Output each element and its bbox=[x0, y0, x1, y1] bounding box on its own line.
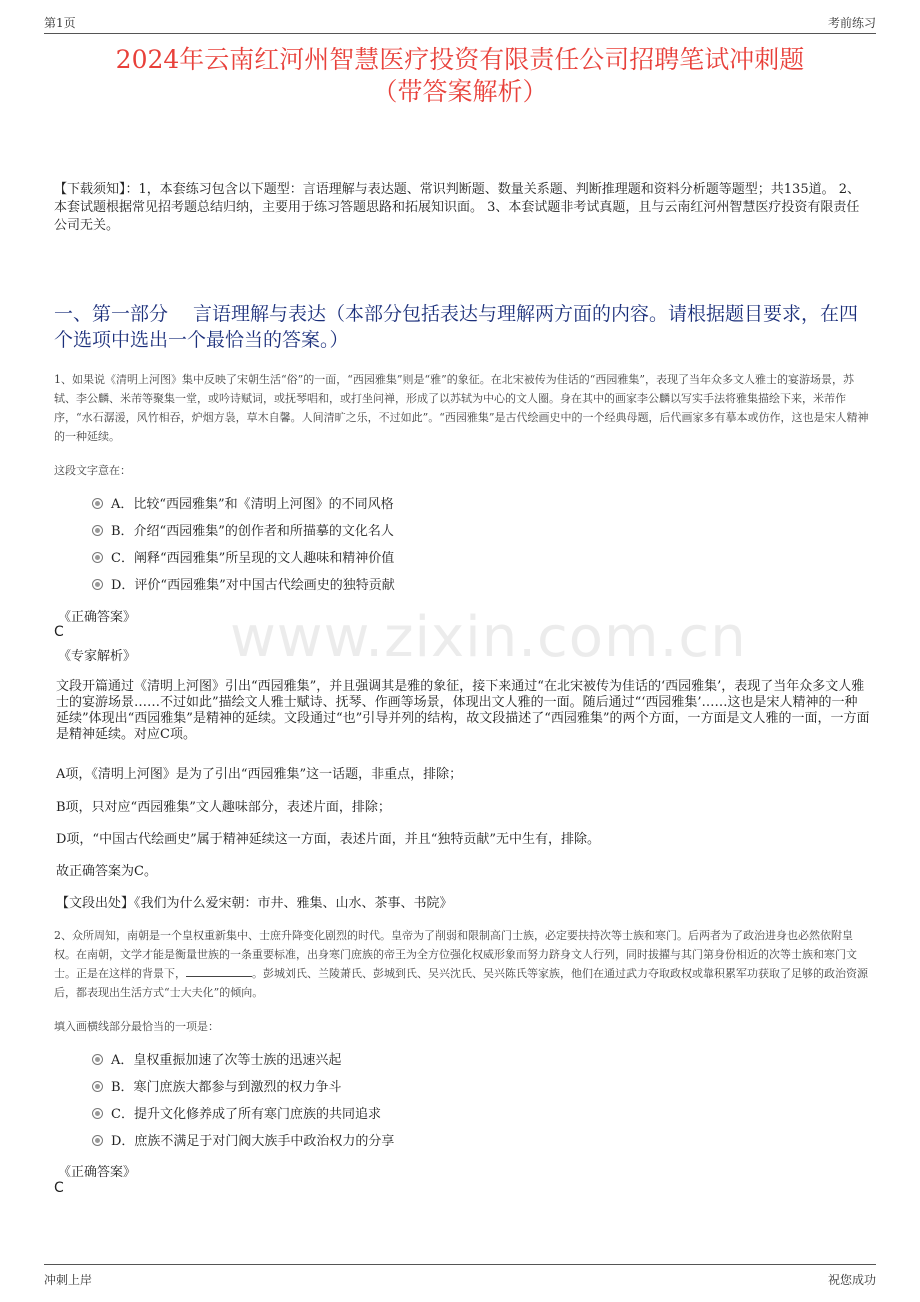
q1-source: 【文段出处】《我们为什么爱宋朝：市井、雅集、山水、茶事、书院》 bbox=[56, 896, 453, 911]
q2-answer: C bbox=[54, 1180, 64, 1196]
radio-icon[interactable] bbox=[92, 525, 103, 536]
option-label: C．阐释“西园雅集”所呈现的文人趣味和精神价值 bbox=[111, 551, 395, 566]
radio-icon[interactable] bbox=[92, 579, 103, 590]
q1-conclusion: 故正确答案为C。 bbox=[56, 864, 157, 879]
page-header bbox=[44, 12, 876, 32]
title-line-2: （带答案解析） bbox=[372, 77, 548, 106]
question-2-text bbox=[54, 926, 870, 1002]
fill-in-blank bbox=[186, 966, 252, 977]
option-label: A．比较“西园雅集”和《清明上河图》的不同风格 bbox=[111, 497, 394, 512]
q1-answer-label: 《正确答案》 bbox=[58, 610, 137, 625]
radio-icon[interactable] bbox=[92, 1108, 103, 1119]
q2-answer-label: 《正确答案》 bbox=[58, 1165, 137, 1180]
page-number: 第1页 bbox=[44, 16, 76, 30]
page-footer bbox=[44, 1264, 876, 1294]
option-label: C．提升文化修养成了所有寒门庶族的共同追求 bbox=[111, 1107, 381, 1122]
radio-icon[interactable] bbox=[92, 498, 103, 509]
q1-analysis-text: 文段开篇通过《清明上河图》引出“西园雅集”，并且强调其是雅的象征，接下来通过“在北宋被传为佳话的‘西园雅集’，表现了当年众多文人雅士的宴游场景……不过如此”描绘文人雅士赋诗、抚琴、作画等场景，体现出文人雅的一面。随后通过“‘西园雅集’……这也是宋人精神的一种延续”体现出“西园雅集”是精神的延续。文段通过“也”引导并列的结构，故文段描述了“西园雅集”的两个方面，一方面是文人雅的一面，一方面是精神延续。对应C项。 bbox=[56, 679, 870, 742]
radio-icon[interactable] bbox=[92, 1135, 103, 1146]
footer-divider bbox=[44, 1264, 876, 1265]
q2-option-b[interactable] bbox=[92, 1078, 342, 1098]
option-label: B．介绍“西园雅集”的创作者和所描摹的文化名人 bbox=[111, 524, 394, 539]
q1-option-d[interactable] bbox=[92, 576, 395, 596]
question-1-prompt: 这段文字意在： bbox=[54, 464, 131, 477]
q1-analysis-label: 《专家解析》 bbox=[58, 649, 137, 664]
q1-explain-d: D项，“中国古代绘画史”属于精神延续这一方面，表述片面，并且“独特贡献”无中生有，排除。 bbox=[56, 832, 601, 847]
option-label: A．皇权重振加速了次等士族的迅速兴起 bbox=[111, 1053, 342, 1068]
question-2-prompt: 填入画横线部分最恰当的一项是： bbox=[54, 1020, 219, 1033]
q1-option-b[interactable] bbox=[92, 522, 394, 542]
q2-option-a[interactable] bbox=[92, 1051, 341, 1071]
document-title bbox=[40, 44, 880, 108]
watermark: www.zixin.com.cn bbox=[230, 605, 747, 670]
q2-option-d[interactable] bbox=[92, 1132, 394, 1152]
footer-left-text: 冲刺上岸 bbox=[44, 1273, 93, 1287]
radio-icon[interactable] bbox=[92, 1081, 103, 1092]
download-notice: 【下载须知】：1，本套练习包含以下题型：言语理解与表达题、常识判断题、数量关系题、判断推理题和资料分析题等题型；共135道。 2、本套试题根据常见招考题总结归纳，主要用于练习答题思路和拓展知识面。 3、本套试题非考试真题，且与云南红河州智慧医疗投资有限责任公司无关。 bbox=[54, 182, 860, 233]
title-line-1: 2024年云南红河州智慧医疗投资有限责任公司招聘笔试冲刺题 bbox=[115, 45, 805, 74]
q2-text-before: 2、众所周知，南朝是一个皇权重新集中、士庶升降变化剧烈的时代。皇帝为了削弱和限制高门士族，必定要扶持次等士族和寒门。后两者为了政治进身也必然依附皇权。在南朝，文学才能是衡量世族的一条重要标准，出身寒门庶族的帝王为全方位强化权威形象而努力跻身文人行列，同时拔擢与其门第身份相近的次等士族和寒门文士。正是在这样的背景下， bbox=[54, 929, 857, 980]
radio-icon[interactable] bbox=[92, 552, 103, 563]
section-heading: 一、第一部分 言语理解与表达（本部分包括表达与理解两方面的内容。请根据题目要求，在四个选项中选出一个最恰当的答案。） bbox=[54, 303, 859, 351]
q1-answer: C bbox=[54, 624, 64, 640]
header-divider bbox=[44, 33, 876, 34]
q2-text-after: 。彭城刘氏、兰陵萧氏、彭城到氏、吴兴沈氏、吴兴陈氏等家族，他们在通过武力夺取政权或靠积累军功获取了足够的政治资源后，都表现出生活方式“士大夫化”的倾向。 bbox=[54, 967, 868, 999]
q1-option-c[interactable] bbox=[92, 549, 394, 569]
q2-option-c[interactable] bbox=[92, 1105, 381, 1125]
q1-explain-b: B项，只对应“西园雅集”文人趣味部分，表述片面，排除； bbox=[56, 800, 391, 815]
question-1-text: 1、如果说《清明上河图》集中反映了宋朝生活“俗”的一面，“西园雅集”则是“雅”的象征。在北宋被传为佳话的“西园雅集”，表现了当年众多文人雅士的宴游场景，苏轼、李公麟、米芾等聚集一堂，或吟诗赋词，或抚琴唱和，或打坐问禅，形成了以苏轼为中心的文人圈。身在其中的画家李公麟以写实手法将雅集描绘下来，米芾作序，“水石潺湲，风竹相吞，炉烟方袅，草木自馨。人间清旷之乐，不过如此”。“西园雅集”是古代绘画史中的一个经典母题，后代画家多有摹本或仿作，这也是宋人精神的一种延续。 bbox=[54, 373, 869, 443]
option-label: B．寒门庶族大都参与到激烈的权力争斗 bbox=[111, 1080, 342, 1095]
option-label: D．评价“西园雅集”对中国古代绘画史的独特贡献 bbox=[111, 578, 395, 593]
option-label: D．庶族不满足于对门阀大族手中政治权力的分享 bbox=[111, 1134, 395, 1149]
footer-right-text: 祝您成功 bbox=[827, 1273, 876, 1287]
q1-explain-a: A项，《清明上河图》是为了引出“西园雅集”这一话题，非重点，排除； bbox=[56, 767, 463, 782]
header-tag: 考前练习 bbox=[827, 16, 876, 30]
q1-option-a[interactable] bbox=[92, 495, 394, 515]
radio-icon[interactable] bbox=[92, 1054, 103, 1065]
